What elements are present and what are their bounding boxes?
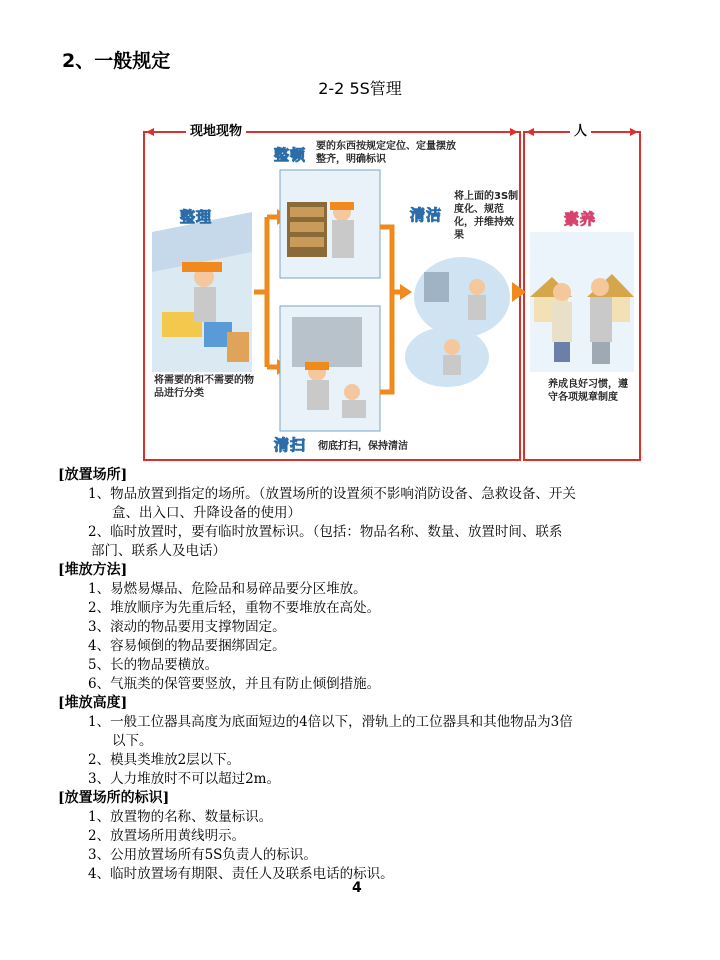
item-text: 放置物的名称、数量标识。 [110, 809, 273, 825]
workplace-header: 现地现物 [186, 120, 246, 139]
item-text: 物品放置到指定的场所。（放置场所的设置须不影响消防设备、急救设备、开关 [110, 486, 576, 502]
seiketsu-label: 清洁 [410, 206, 443, 224]
regulations-content [58, 466, 678, 884]
list-item [58, 770, 678, 789]
seiton-label: 整顿 [274, 146, 307, 164]
list-item [58, 808, 678, 827]
seiketsu-caption: 将上面的3S制度化、规范化，并维持效果 [454, 191, 519, 241]
section-stacking-method [58, 561, 678, 694]
seiton-caption: 要的东西按规定定位、定量摆放整齐，明确标识 [316, 141, 456, 165]
shitsuke-caption: 养成良好习惯，遵守各项规章制度 [548, 379, 628, 403]
item-text: 气瓶类的保管要竖放，并且有防止倾倒措施。 [110, 676, 381, 692]
item-number: 4、 [88, 866, 111, 882]
list-item [58, 618, 678, 637]
list-item [58, 675, 678, 694]
list-item [58, 865, 678, 884]
section-heading: [放置场所的标识] [58, 790, 170, 806]
list-item [58, 713, 678, 732]
seiri-caption: 将需要的和不需要的物品进行分类 [154, 375, 254, 399]
item-text: 临时放置时，要有临时放置标识。（包括：物品名称、数量、放置时间、联系 [110, 524, 563, 540]
item-number: 2、 [88, 752, 111, 768]
list-item [58, 656, 678, 675]
item-text: 堆放顺序为先重后轻，重物不要堆放在高处。 [110, 600, 381, 616]
item-number: 2、 [88, 600, 111, 616]
item-continuation: 部门、联系人及电话） [91, 543, 226, 559]
5s-illustration [142, 122, 642, 462]
list-item [58, 637, 678, 656]
5s-diagram-svg [142, 122, 642, 462]
list-item [58, 846, 678, 865]
item-number: 6、 [88, 676, 111, 692]
item-text: 一般工位器具高度为底面短边的4倍以下，滑轨上的工位器具和其他物品为3倍 [110, 714, 573, 730]
item-text: 滚动的物品要用支撑物固定。 [110, 619, 286, 635]
item-number: 1、 [88, 581, 111, 597]
section-heading: [放置场所] [58, 467, 128, 483]
section-placement [58, 466, 678, 561]
list-item [58, 827, 678, 846]
list-item [58, 523, 678, 542]
seiso-caption: 彻底打扫，保持清洁 [318, 441, 408, 452]
page-number: 4 [352, 880, 362, 896]
item-number: 1、 [88, 486, 111, 502]
item-text: 易燃易爆品、危险品和易碎品要分区堆放。 [110, 581, 367, 597]
item-number: 4、 [88, 638, 111, 654]
item-number: 3、 [88, 771, 111, 787]
item-text: 模具类堆放2层以下。 [110, 752, 241, 768]
list-item [58, 751, 678, 770]
item-number: 2、 [88, 828, 111, 844]
seiri-label: 整理 [180, 208, 213, 226]
list-item [58, 580, 678, 599]
list-item [58, 485, 678, 504]
item-number: 1、 [88, 809, 111, 825]
item-text: 容易倾倒的物品要捆绑固定。 [110, 638, 286, 654]
item-number: 5、 [88, 657, 111, 673]
item-number: 1、 [88, 714, 111, 730]
item-text: 长的物品要横放。 [110, 657, 219, 673]
section-stacking-height [58, 694, 678, 789]
list-item [58, 599, 678, 618]
sub-title: 2-2 5S管理 [318, 79, 402, 98]
section-title: 2、一般规定 [62, 50, 171, 72]
item-text: 放置场所用黄线明示。 [110, 828, 246, 844]
seiso-label: 清扫 [274, 436, 307, 454]
section-placement-marking [58, 789, 678, 884]
item-number: 2、 [88, 524, 111, 540]
section-heading: [堆放方法] [58, 562, 128, 578]
item-text: 公用放置场所有5S负责人的标识。 [110, 847, 317, 863]
shitsuke-label: 素养 [564, 210, 597, 228]
item-number: 3、 [88, 619, 111, 635]
section-heading: [堆放高度] [58, 695, 128, 711]
item-text: 人力堆放时不可以超过2m。 [110, 771, 280, 787]
item-continuation: 盒、出入口、升降设备的使用） [112, 505, 301, 521]
people-header: 人 [570, 120, 591, 139]
item-text: 临时放置场有期限、责任人及联系电话的标识。 [110, 866, 394, 882]
item-number: 3、 [88, 847, 111, 863]
item-continuation: 以下。 [112, 733, 153, 749]
